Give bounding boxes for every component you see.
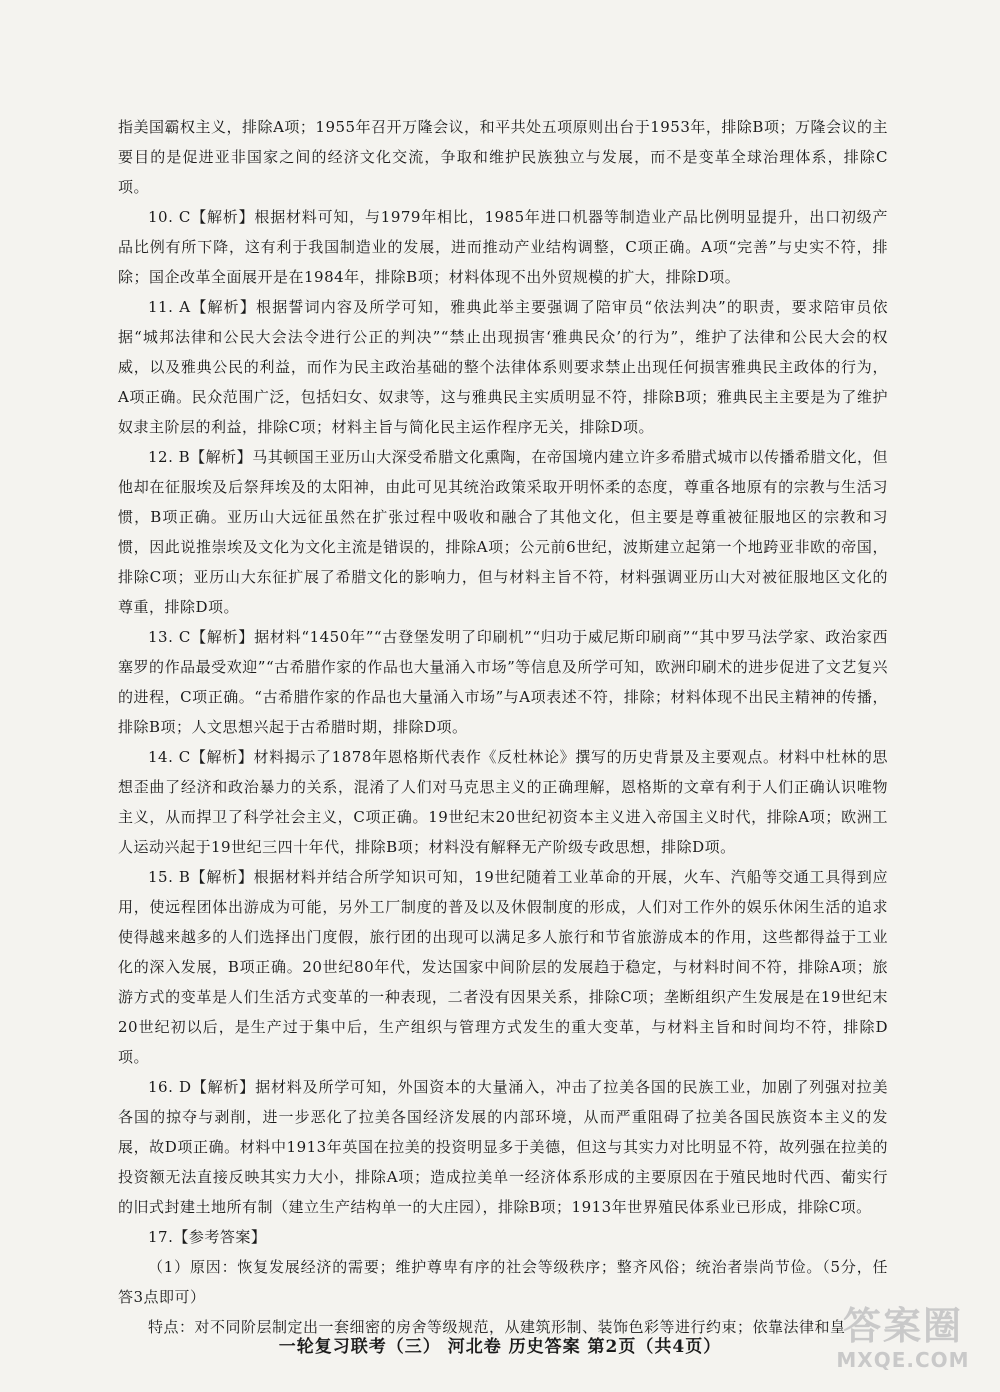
paragraph: 12. B【解析】马其顿国王亚历山大深受希腊文化熏陶，在帝国境内建立许多希腊式城市以传播希腊文化，但他却在征服埃及后祭拜埃及的太阳神，由此可见其统治政策采取开明怀柔的态度，尊重各地原有的宗教与生活习惯，B项正确。亚历山大远征虽然在扩张过程中吸收和融合了其他文化，但主要是尊重被征服地区的宗教和习惯，因此说推崇埃及文化为文化主流是错误的，排除A项；公元前6世纪，波斯建立起第一个地跨亚非欧的帝国，排除C项；亚历山大东征扩展了希腊文化的影响力，但与材料主旨不符，材料强调亚历山大对被征服地区文化的尊重，排除D项。 (118, 448, 888, 616)
page-footer: 一轮复习联考（三） 河北卷 历史答案 第2页（共4页） (278, 1337, 722, 1357)
watermark-main: 答案圈 (842, 1303, 963, 1348)
answer-text-body (118, 112, 888, 1342)
paragraph: （1）原因：恢复发展经济的需要；维护尊卑有序的社会等级秩序；整齐风俗；统治者崇尚节俭。（5分，任答3点即可） (118, 1258, 888, 1306)
paragraph: 指美国霸权主义，排除A项；1955年召开万隆会议，和平共处五项原则出台于1953年，排除B项；万隆会议的主要目的是促进亚非国家之间的经济文化交流，争取和维护民族独立与发展，而不是变革全球治理体系，排除C项。 (118, 118, 888, 196)
paragraph: 14. C【解析】材料揭示了1878年恩格斯代表作《反杜林论》撰写的历史背景及主要观点。材料中杜林的思想歪曲了经济和政治暴力的关系，混淆了人们对马克思主义的正确理解，恩格斯的文章有利于人们正确认识唯物主义，从而捍卫了科学社会主义，C项正确。19世纪末20世纪初资本主义进入帝国主义时代，排除A项；欧洲工人运动兴起于19世纪三四十年代，排除B项；材料没有解释无产阶级专政思想，排除D项。 (118, 748, 888, 856)
paragraph: 10. C【解析】根据材料可知，与1979年相比，1985年进口机器等制造业产品比例明显提升，出口初级产品比例有所下降，这有利于我国制造业的发展，进而推动产业结构调整，C项正确。A项“完善”与史实不符，排除；国企改革全面展开是在1984年，排除B项；材料体现不出外贸规模的扩大，排除D项。 (118, 208, 888, 286)
paragraph: 11. A【解析】根据誓词内容及所学可知，雅典此举主要强调了陪审员“依法判决”的职责，要求陪审员依据“城邦法律和公民大会法令进行公正的判决”“禁止出现损害‘雅典民众’的行为”，维护了法律和公民大会的权威，以及雅典公民的利益，而作为民主政治基础的整个法律体系则要求禁止出现任何损害雅典民主政体的行为，A项正确。民众范围广泛，包括妇女、奴隶等，这与雅典民主实质明显不符，排除B项；雅典民主主要是为了维护奴隶主阶层的利益，排除C项；材料主旨与简化民主运作程序无关，排除D项。 (118, 298, 888, 436)
watermark-sub: MXQE.COM (836, 1348, 970, 1372)
paragraph: 15. B【解析】根据材料并结合所学知识可知，19世纪随着工业革命的开展，火车、汽船等交通工具得到应用，使远程团体出游成为可能，另外工厂制度的普及以及休假制度的形成，人们对工作外的娱乐休闲生活的追求使得越来越多的人们选择出门度假，旅行团的出现可以满足多人旅行和节省旅游成本的作用，这些都得益于工业化的深入发展，B项正确。20世纪80年代，发达国家中间阶层的发展趋于稳定，与材料时间不符，排除A项；旅游方式的变革是人们生活方式变革的一种表现，二者没有因果关系，排除C项；垄断组织产生发展是在19世纪末20世纪初以后，是生产过于集中后，生产组织与管理方式发生的重大变革，与材料主旨和时间均不符，排除D项。 (118, 868, 888, 1066)
paragraph: 特点：对不同阶层制定出一套细密的房舍等级规范，从建筑形制、装饰色彩等进行约束；依靠法律和皇 (148, 1318, 846, 1336)
paragraph: 17.【参考答案】 (148, 1228, 267, 1246)
paragraph: 13. C【解析】据材料“1450年”“古登堡发明了印刷机”“归功于威尼斯印刷商”“其中罗马法学家、政治家西塞罗的作品最受欢迎”“古希腊作家的作品也大量涌入市场”等信息及所学可知，欧洲印刷术的进步促进了文艺复兴的进程，C项正确。“古希腊作家的作品也大量涌入市场”与A项表述不符，排除；材料体现不出民主精神的传播，排除B项；人文思想兴起于古希腊时期，排除D项。 (118, 628, 888, 736)
watermark-logo (828, 1304, 978, 1384)
paragraph: 16. D【解析】据材料及所学可知，外国资本的大量涌入，冲击了拉美各国的民族工业，加剧了列强对拉美各国的掠夺与剥削，进一步恶化了拉美各国经济发展的内部环境，从而严重阻碍了拉美各国民族资本主义的发展，故D项正确。材料中1913年英国在拉美的投资明显多于美德，但这与其实力对比明显不符，故列强在拉美的投资额无法直接反映其实力大小，排除A项；造成拉美单一经济体系形成的主要原因在于殖民地时代西、葡实行的旧式封建土地所有制（建立生产结构单一的大庄园），排除B项；1913年世界殖民体系业已形成，排除C项。 (118, 1078, 888, 1216)
